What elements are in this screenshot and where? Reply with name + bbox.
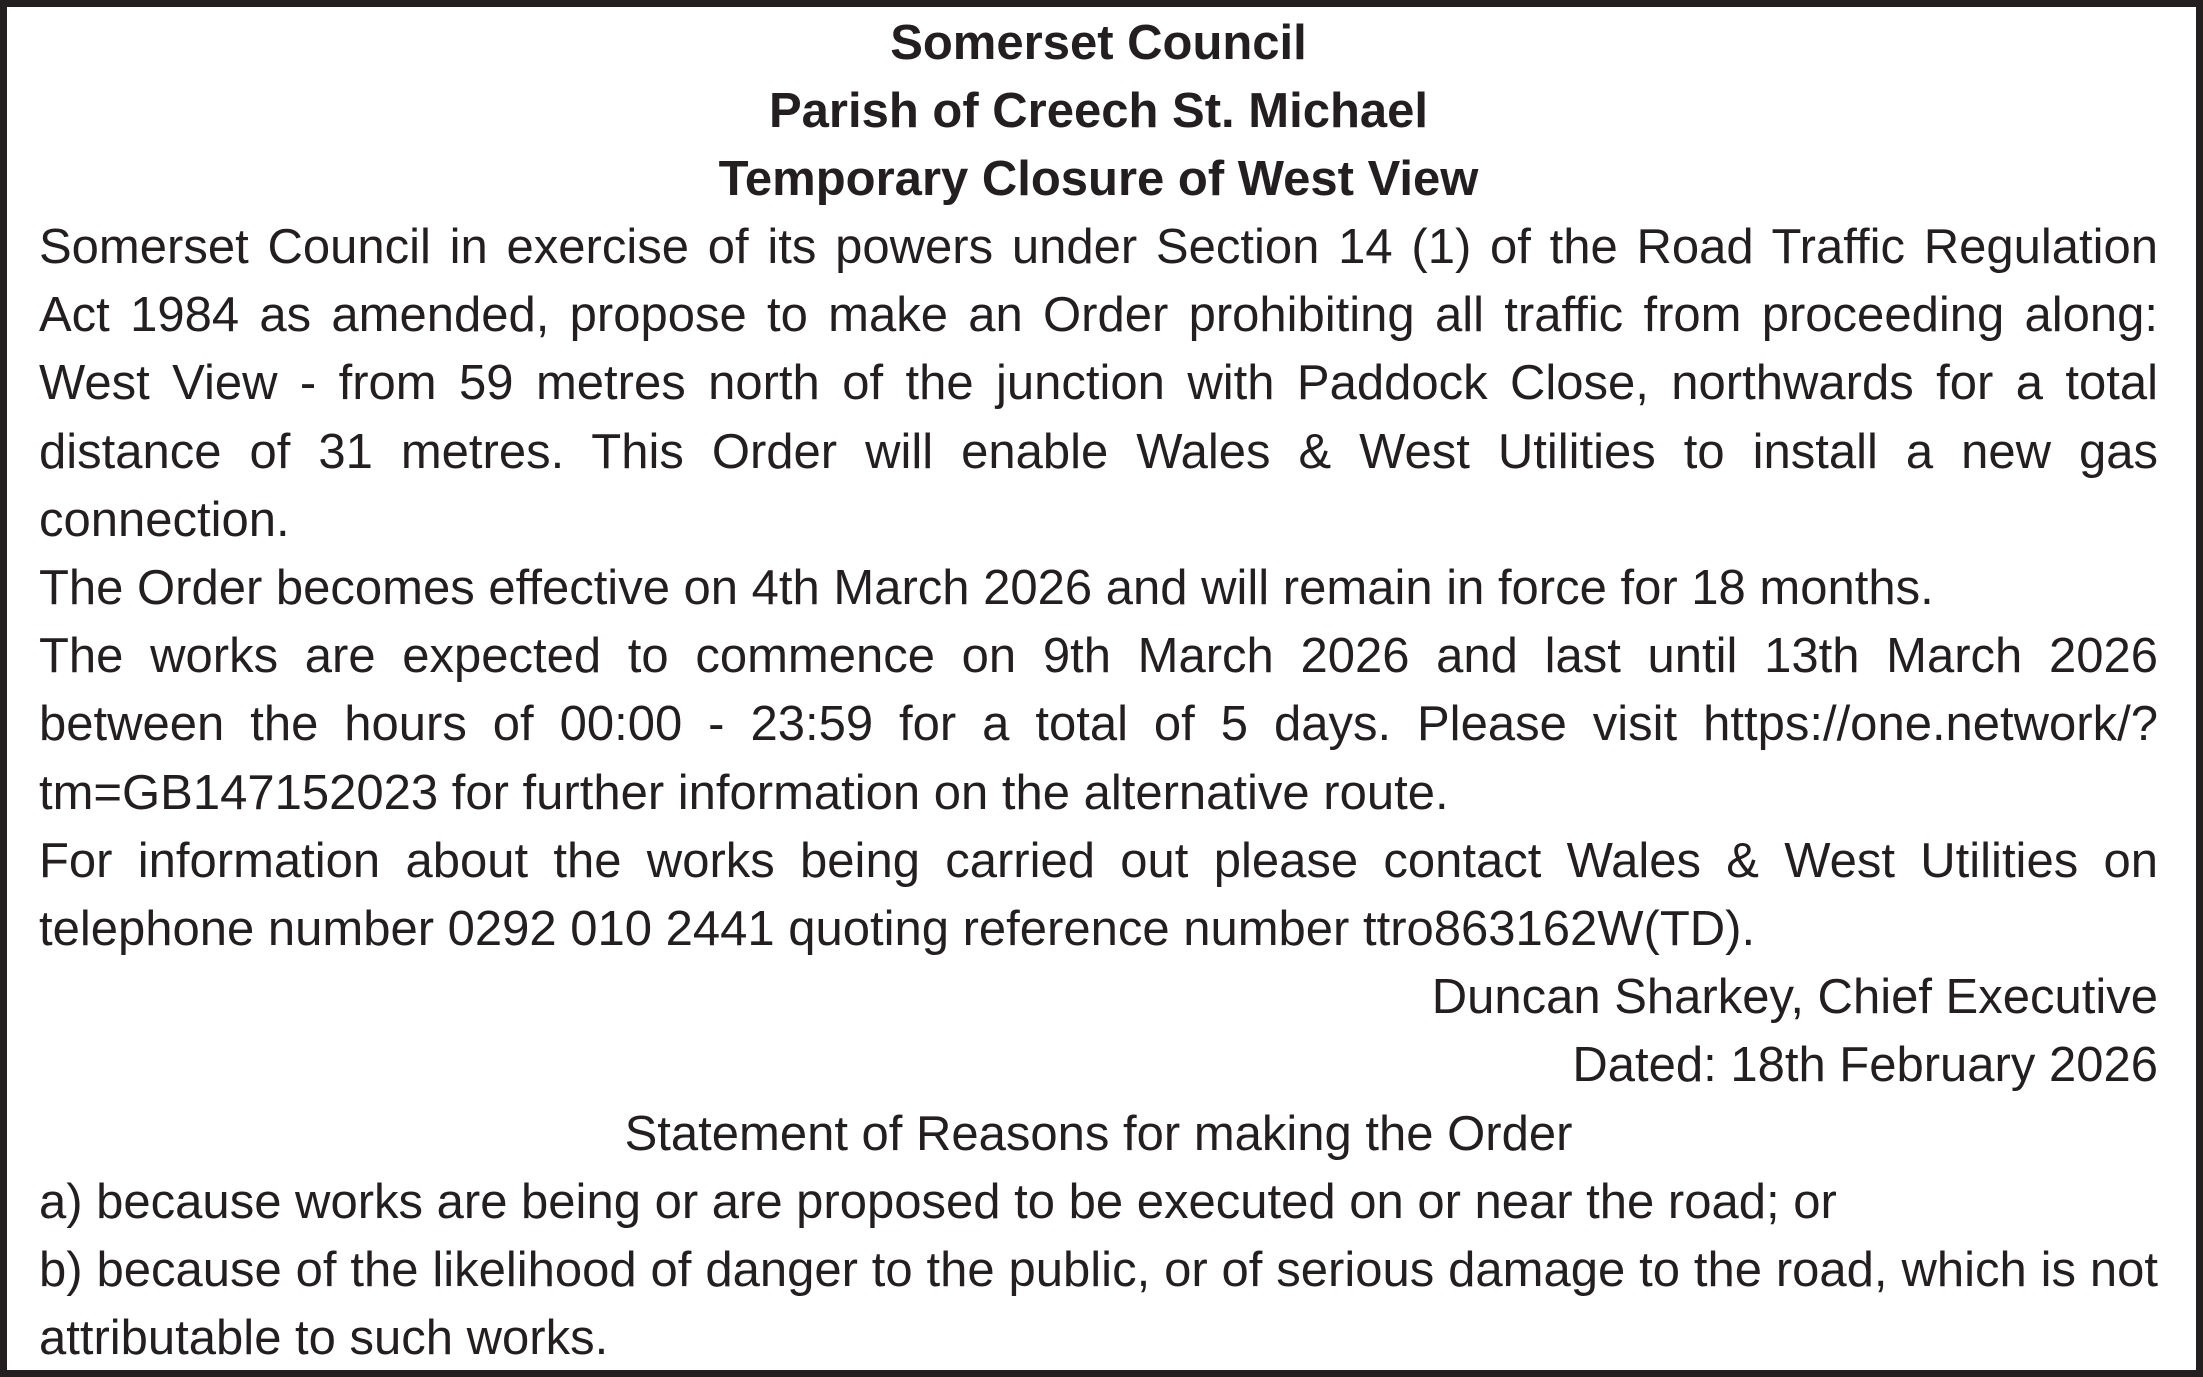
contact-paragraph: For information about the works being carried out please contact Wales & West Utilities on telephone number 0292 010 2441 quoting reference number ttro863162W(TD). xyxy=(39,833,2158,957)
signatory: Duncan Sharkey, Chief Executive xyxy=(1431,970,2158,1025)
parish-name: Parish of Creech St. Michael xyxy=(769,84,1428,138)
effective-paragraph: The Order becomes effective on 4th March 2026 and will remain in force for 18 months. xyxy=(39,561,1934,616)
proposal-paragraph: Somerset Council in exercise of its powers under Section 14 (1) of the Road Traffic Regulation Act 1984 as amended, propose to make an Order prohibiting all traffic from proceeding along: West View - from 59 metres north of the junction with Paddock Close, northwards for a total distance of 31 metres. This Order will enable Wales & West Utilities to install a new gas connection. xyxy=(39,220,2158,547)
reason-b: b) because of the likelihood of danger to the public, or of serious damage to the road, which is not attributable to such works. xyxy=(39,1243,2158,1366)
notice-title: Temporary Closure of West View xyxy=(718,152,1479,206)
reason-a: a) because works are being or are proposed to be executed on or near the road; or xyxy=(39,1174,1837,1229)
reasons-title: Statement of Reasons for making the Order xyxy=(624,1106,1573,1161)
dated-line: Dated: 18th February 2026 xyxy=(1572,1038,2158,1093)
council-name: Somerset Council xyxy=(890,16,1307,70)
works-paragraph: The works are expected to commence on 9th March 2026 and last until 13th March 2026 between the hours of 00:00 - 23:59 for a total of 5 days. Please visit https://one.network/?tm=GB147152023 for further information on the alternative route. xyxy=(39,629,2158,820)
